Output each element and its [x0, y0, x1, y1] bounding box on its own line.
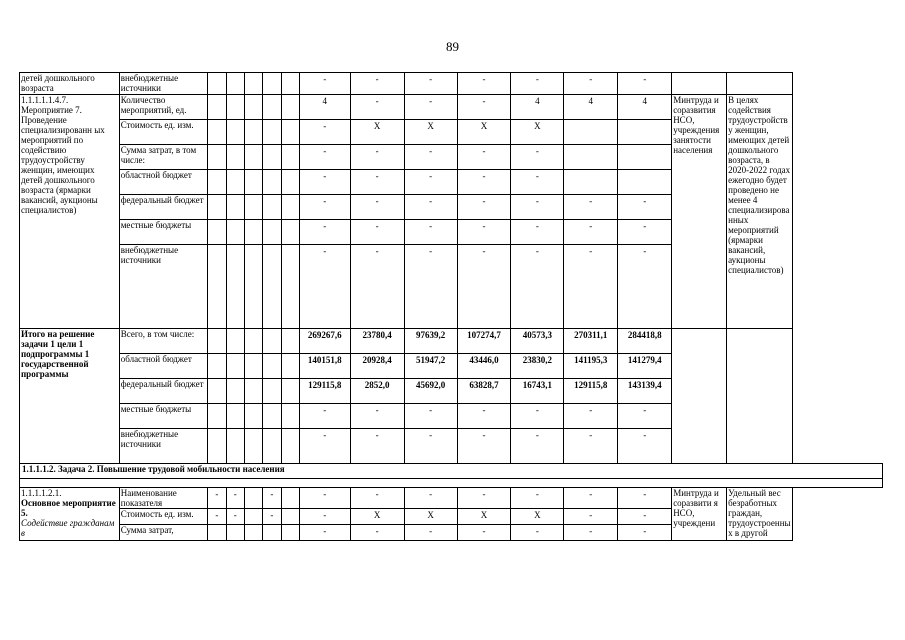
empty-cell: [281, 245, 299, 329]
indicator-label-cell: Стоимость ед. изм.: [119, 120, 208, 145]
empty-cell: [263, 354, 281, 379]
value-cell: 269267,6: [299, 329, 350, 354]
value-cell: -: [404, 220, 457, 245]
value-cell: -: [350, 488, 404, 509]
pre-value-cell: -: [208, 509, 226, 525]
total-label-cell: Итого на решение задачи 1 цели 1 подпрограммы 1 государственной программы: [20, 329, 120, 464]
value-cell: 63828,7: [457, 379, 511, 404]
value-cell: -: [564, 488, 618, 509]
measure-title: Основное мероприятие 5.: [21, 498, 116, 518]
value-cell: -: [299, 488, 350, 509]
measure-name-cell: 1.1.1.1.1.4.7. Мероприятие 7. Проведение специализированн ых мероприятий по содействию трудоустройству женщин, имеющих детей дошкольного возраста (ярмарки вакансий, аукционы специалистов): [20, 95, 120, 329]
value-cell: -: [299, 429, 350, 464]
value-cell: -: [299, 404, 350, 429]
pre-value-cell: [244, 509, 262, 525]
value-cell: -: [511, 73, 564, 95]
empty-cell: [727, 329, 793, 464]
task-heading: 1.1.1.1.2. Задача 2. Повышение трудовой мобильности населения: [20, 464, 883, 479]
table-row: [20, 73, 883, 95]
empty-cell: [263, 195, 281, 220]
value-cell: 107274,7: [457, 329, 511, 354]
value-cell: 129115,8: [299, 379, 350, 404]
empty-cell: [281, 404, 299, 429]
empty-cell: [244, 354, 262, 379]
empty-cell: [226, 354, 244, 379]
value-cell: [564, 170, 618, 195]
empty-cell: [263, 245, 281, 329]
empty-cell: [263, 145, 281, 170]
value-cell: -: [618, 245, 672, 329]
empty-cell: [263, 220, 281, 245]
value-cell: 270311,1: [564, 329, 618, 354]
value-cell: 43446,0: [457, 354, 511, 379]
empty-cell: [244, 220, 262, 245]
empty-cell: [226, 404, 244, 429]
value-cell: -: [457, 170, 511, 195]
value-cell: 129115,8: [564, 379, 618, 404]
value-cell: 23780,4: [350, 329, 404, 354]
value-cell: -: [511, 145, 564, 170]
indicator-label-cell: внебюджетные источники: [119, 245, 208, 329]
table-row: [20, 488, 883, 509]
indicator-label-cell: местные бюджеты: [119, 220, 208, 245]
table-row: [20, 329, 883, 354]
value-cell: -: [457, 95, 511, 120]
pre-value-cell: -: [263, 509, 281, 525]
value-cell: -: [299, 195, 350, 220]
empty-cell: [244, 73, 262, 95]
value-cell: 4: [618, 95, 672, 120]
value-cell: [564, 120, 618, 145]
spacer-cell: [20, 479, 883, 488]
value-cell: -: [404, 145, 457, 170]
measure-code: 1.1.1.1.2.1.: [21, 488, 62, 498]
value-cell: -: [350, 170, 404, 195]
value-cell: -: [457, 220, 511, 245]
empty-cell: [208, 429, 226, 464]
empty-cell: [281, 525, 299, 541]
empty-cell: [226, 195, 244, 220]
value-cell: -: [457, 525, 511, 541]
funding-source-cell: внебюджетные источники: [119, 73, 208, 95]
value-cell: 143139,4: [618, 379, 672, 404]
empty-cell: [263, 429, 281, 464]
empty-cell: [263, 95, 281, 120]
value-cell: -: [564, 525, 618, 541]
pre-value-cell: -: [226, 509, 244, 525]
value-cell: -: [457, 404, 511, 429]
empty-cell: [226, 329, 244, 354]
empty-cell: [281, 488, 299, 509]
indicator-label-cell: федеральный бюджет: [119, 195, 208, 220]
value-cell: [618, 145, 672, 170]
page-number: 89: [446, 39, 459, 54]
empty-cell: [263, 120, 281, 145]
empty-cell: [263, 404, 281, 429]
empty-cell: [244, 95, 262, 120]
value-cell: -: [299, 145, 350, 170]
value-cell: -: [299, 525, 350, 541]
indicator-label-cell: Сумма затрат, в том числе:: [119, 145, 208, 170]
value-cell: X: [511, 120, 564, 145]
value-cell: -: [564, 220, 618, 245]
empty-cell: [244, 245, 262, 329]
empty-cell: [244, 404, 262, 429]
empty-cell: [208, 329, 226, 354]
value-cell: 2852,0: [350, 379, 404, 404]
empty-cell: [281, 145, 299, 170]
value-cell: -: [350, 220, 404, 245]
empty-cell: [208, 145, 226, 170]
value-cell: -: [350, 73, 404, 95]
empty-cell: [208, 220, 226, 245]
empty-cell: [208, 354, 226, 379]
value-cell: -: [299, 73, 350, 95]
value-cell: X: [457, 120, 511, 145]
value-cell: 97639,2: [404, 329, 457, 354]
value-cell: 4: [299, 95, 350, 120]
value-cell: X: [350, 509, 404, 525]
empty-cell: [226, 245, 244, 329]
value-cell: 23830,2: [511, 354, 564, 379]
value-cell: -: [299, 120, 350, 145]
value-cell: -: [350, 195, 404, 220]
empty-cell: [281, 73, 299, 95]
empty-cell: [226, 120, 244, 145]
value-cell: -: [511, 525, 564, 541]
measure-name-cell: [20, 488, 120, 541]
value-cell: -: [404, 73, 457, 95]
empty-cell: [226, 429, 244, 464]
empty-cell: [226, 379, 244, 404]
empty-cell: [208, 379, 226, 404]
funding-source-cell: Всего, в том числе:: [119, 329, 208, 354]
empty-cell: [208, 120, 226, 145]
pre-value-cell: [244, 488, 262, 509]
pre-value-cell: [208, 525, 226, 541]
value-cell: 141279,4: [618, 354, 672, 379]
value-cell: -: [350, 95, 404, 120]
empty-cell: [226, 170, 244, 195]
value-cell: -: [511, 170, 564, 195]
empty-cell: [244, 170, 262, 195]
empty-cell: [281, 195, 299, 220]
value-cell: 140151,8: [299, 354, 350, 379]
value-cell: 16743,1: [511, 379, 564, 404]
value-cell: 20928,4: [350, 354, 404, 379]
value-cell: X: [404, 509, 457, 525]
value-cell: X: [511, 509, 564, 525]
value-cell: -: [511, 195, 564, 220]
pre-value-cell: [226, 525, 244, 541]
empty-cell: [281, 120, 299, 145]
value-cell: -: [564, 509, 618, 525]
funding-source-cell: местные бюджеты: [119, 404, 208, 429]
value-cell: -: [457, 195, 511, 220]
value-cell: -: [299, 509, 350, 525]
value-cell: -: [511, 404, 564, 429]
empty-cell: [672, 329, 727, 464]
empty-cell: [244, 195, 262, 220]
empty-cell: [226, 95, 244, 120]
indicator-label-cell: Количество мероприятий, ед.: [119, 95, 208, 120]
empty-cell: [244, 379, 262, 404]
value-cell: -: [299, 170, 350, 195]
value-cell: -: [350, 429, 404, 464]
value-cell: -: [618, 509, 672, 525]
value-cell: -: [404, 525, 457, 541]
value-cell: -: [404, 429, 457, 464]
empty-cell: [208, 245, 226, 329]
indicator-label-cell: Сумма затрат,: [119, 525, 208, 541]
value-cell: -: [511, 245, 564, 329]
value-cell: [618, 170, 672, 195]
funding-source-cell: областной бюджет: [119, 354, 208, 379]
empty-cell: [281, 379, 299, 404]
value-cell: -: [350, 245, 404, 329]
value-cell: -: [457, 73, 511, 95]
empty-cell: [263, 73, 281, 95]
empty-cell: [281, 354, 299, 379]
empty-cell: [281, 95, 299, 120]
expected-result-cell: Удельный вес безработных граждан, трудоустроенных в другой: [727, 488, 793, 541]
value-cell: -: [511, 488, 564, 509]
empty-cell: [208, 404, 226, 429]
value-cell: 4: [564, 95, 618, 120]
empty-cell: [281, 170, 299, 195]
pre-value-cell: -: [226, 488, 244, 509]
spacer-row: [20, 479, 883, 488]
value-cell: 51947,2: [404, 354, 457, 379]
empty-cell: [226, 145, 244, 170]
funding-source-cell: внебюджетные источники: [119, 429, 208, 464]
pre-value-cell: -: [208, 488, 226, 509]
value-cell: 40573,3: [511, 329, 564, 354]
empty-cell: [263, 329, 281, 354]
empty-cell: [208, 73, 226, 95]
value-cell: -: [457, 488, 511, 509]
value-cell: X: [457, 509, 511, 525]
empty-cell: [281, 429, 299, 464]
measure-subtitle: Содействие гражданам в: [21, 518, 115, 538]
value-cell: -: [618, 525, 672, 541]
value-cell: -: [618, 73, 672, 95]
value-cell: [618, 120, 672, 145]
value-cell: -: [564, 195, 618, 220]
value-cell: [564, 145, 618, 170]
value-cell: -: [404, 245, 457, 329]
executor-cell: Минтруда и соразвити я НСО, учреждени: [672, 488, 727, 541]
empty-cell: [244, 329, 262, 354]
value-cell: -: [618, 220, 672, 245]
empty-cell: [727, 73, 793, 95]
executor-cell: Минтруда и соразвития НСО, учреждения занятости населения: [672, 95, 727, 329]
value-cell: 4: [511, 95, 564, 120]
value-cell: -: [511, 429, 564, 464]
value-cell: -: [404, 488, 457, 509]
empty-cell: [226, 73, 244, 95]
value-cell: -: [618, 195, 672, 220]
value-cell: -: [564, 429, 618, 464]
empty-cell: [281, 220, 299, 245]
value-cell: -: [404, 404, 457, 429]
value-cell: -: [350, 525, 404, 541]
value-cell: -: [404, 195, 457, 220]
value-cell: -: [457, 429, 511, 464]
empty-cell: [281, 329, 299, 354]
funding-source-cell: федеральный бюджет: [119, 379, 208, 404]
value-cell: -: [404, 95, 457, 120]
value-cell: 45692,0: [404, 379, 457, 404]
expected-result-cell: В целях содействия трудоустройств у женщин, имеющих детей дошкольного возраста, в 2020-2022 годах ежегодно будет проведено не менее 4 специализирова нных мероприятий (ярмарки вакансий, аукционы специалистов): [727, 95, 793, 329]
indicator-label-cell: Наименование показателя: [119, 488, 208, 509]
value-cell: -: [618, 404, 672, 429]
value-cell: -: [564, 73, 618, 95]
value-cell: -: [457, 145, 511, 170]
value-cell: -: [299, 245, 350, 329]
empty-cell: [281, 509, 299, 525]
value-cell: X: [404, 120, 457, 145]
value-cell: -: [350, 145, 404, 170]
empty-cell: [244, 145, 262, 170]
pre-value-cell: [263, 525, 281, 541]
value-cell: -: [350, 404, 404, 429]
empty-cell: [244, 120, 262, 145]
value-cell: 141195,3: [564, 354, 618, 379]
indicator-label-cell: Стоимость ед. изм.: [119, 509, 208, 525]
measure-name-cell: детей дошкольного возраста: [20, 73, 120, 95]
value-cell: -: [618, 488, 672, 509]
empty-cell: [208, 170, 226, 195]
empty-cell: [208, 95, 226, 120]
value-cell: -: [618, 429, 672, 464]
empty-cell: [263, 170, 281, 195]
empty-cell: [672, 73, 727, 95]
empty-cell: [263, 379, 281, 404]
empty-cell: [208, 195, 226, 220]
empty-cell: [244, 429, 262, 464]
value-cell: -: [299, 220, 350, 245]
value-cell: 284418,8: [618, 329, 672, 354]
value-cell: -: [404, 170, 457, 195]
value-cell: -: [564, 404, 618, 429]
value-cell: X: [350, 120, 404, 145]
indicator-label-cell: областной бюджет: [119, 170, 208, 195]
empty-cell: [226, 220, 244, 245]
value-cell: -: [457, 245, 511, 329]
task-heading-row: [20, 464, 883, 479]
value-cell: -: [511, 220, 564, 245]
pre-value-cell: [244, 525, 262, 541]
pre-value-cell: -: [263, 488, 281, 509]
budget-table: [19, 72, 883, 541]
value-cell: -: [564, 245, 618, 329]
table-row: [20, 95, 883, 120]
